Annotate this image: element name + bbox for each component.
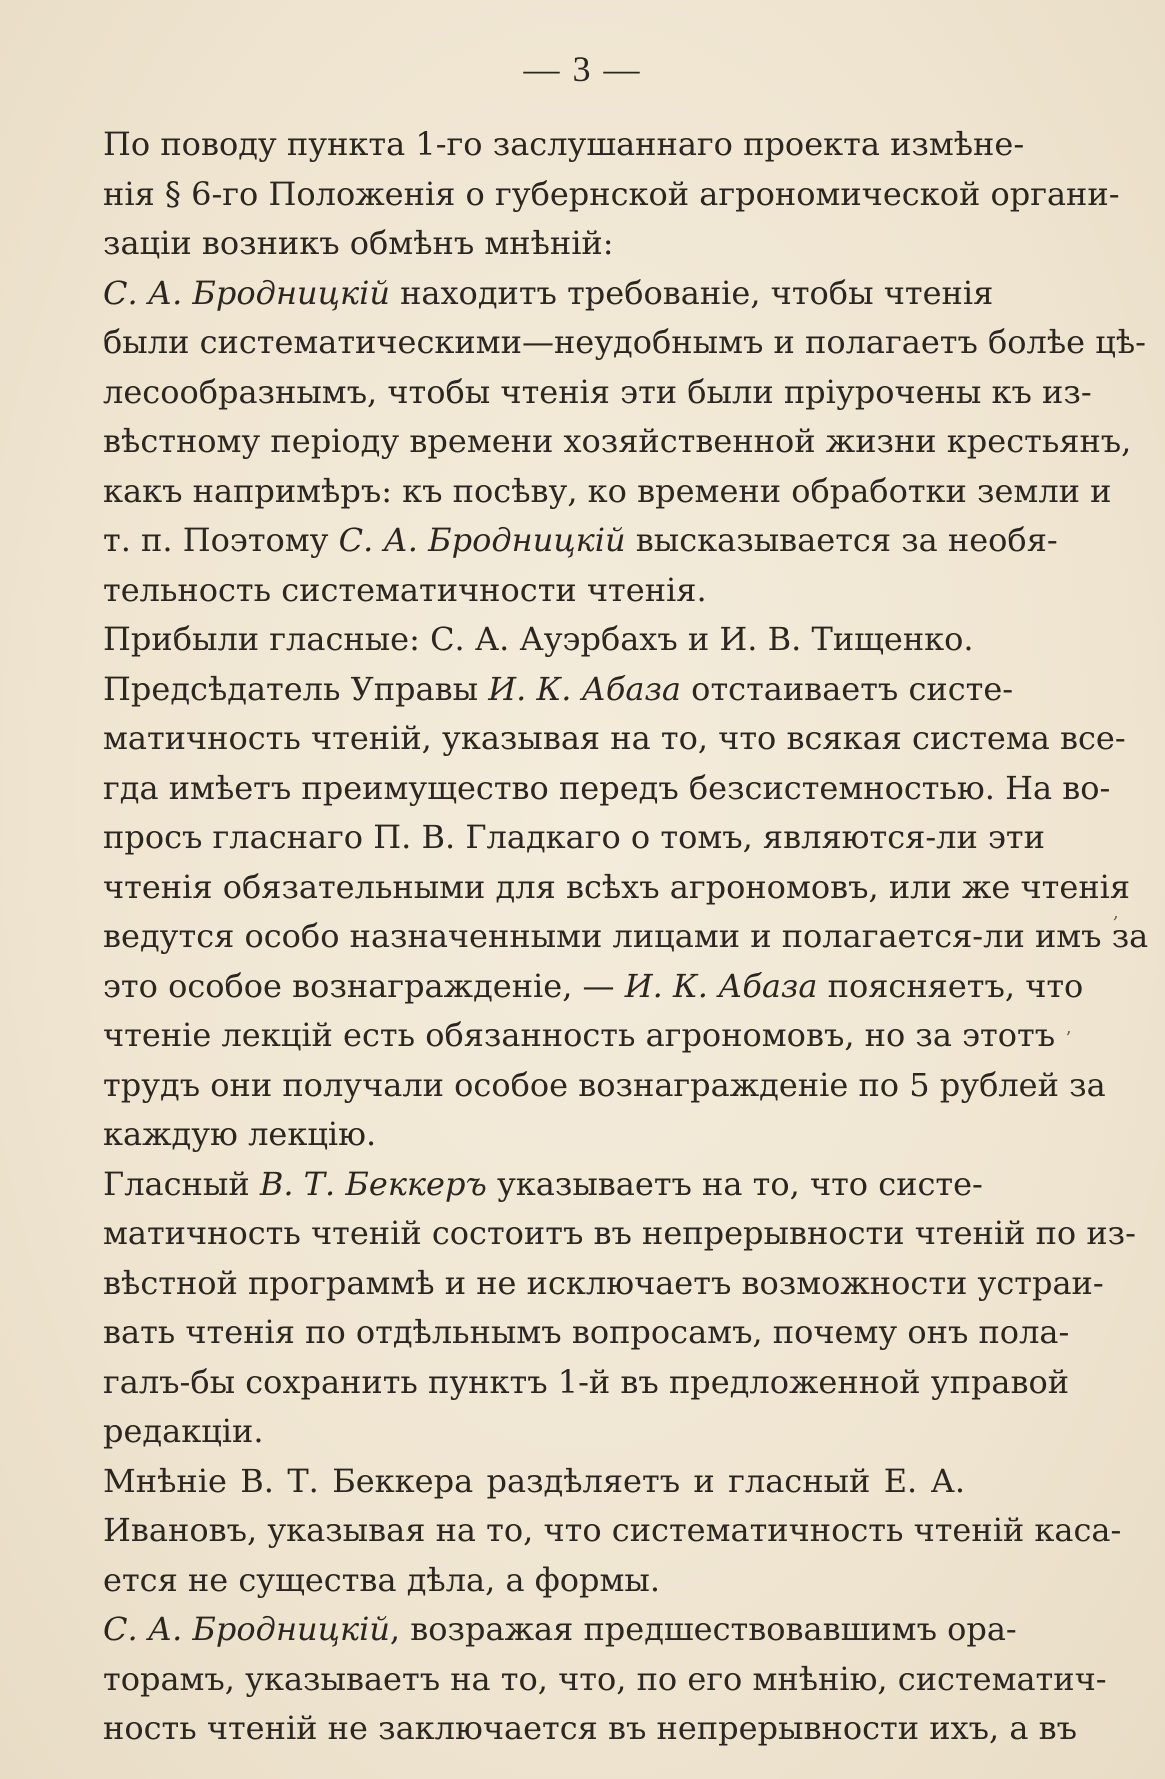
text-run: Предсѣдатель Управы [103, 669, 489, 708]
text-run: каждую лекцію. [103, 1115, 377, 1153]
text-line [103, 368, 1092, 418]
text-line [103, 714, 1126, 764]
text-run: лесообразнымъ, чтобы чтенія эти были пріурочены къ из- [103, 372, 1092, 411]
text-run: По поводу пункта 1-го заслушаннаго проекта измѣне- [103, 125, 1025, 163]
text-run: редакціи. [103, 1412, 264, 1450]
text-line [103, 912, 1149, 962]
text-line [103, 120, 1025, 170]
text-line [103, 1209, 1136, 1259]
text-run: матичность чтеній, указывая на то, что всякая система все- [103, 719, 1126, 757]
text-run: были систематическими—неудобнымъ и полагаетъ болѣе цѣ- [103, 323, 1146, 361]
text-line [103, 170, 1120, 220]
text-line [103, 1259, 1104, 1309]
body-text [103, 120, 1149, 1754]
text-line [103, 219, 965, 269]
text-run: это особое вознагражденіе, — [103, 966, 625, 1005]
text-line [103, 566, 965, 616]
text-run: указываетъ на то, что систе- [486, 1164, 983, 1203]
text-line [103, 813, 1045, 863]
text-line [103, 1457, 965, 1507]
text-line [103, 1556, 965, 1606]
text-run: торамъ, указываетъ на то, что, по его мнѣнію, систематич- [103, 1659, 1107, 1698]
text-run: вать чтенія по отдѣльнымъ вопросамъ, почему онъ пола- [103, 1313, 1070, 1351]
text-run: ется не существа дѣла, а формы. [103, 1560, 661, 1599]
text-line [103, 1506, 1122, 1556]
text-run: вѣстной программѣ и не исключаетъ возможности устраи- [103, 1263, 1104, 1302]
name-italic: И. К. Абаза [488, 669, 681, 708]
text-line [103, 516, 1058, 566]
text-run: просъ гласнаго П. В. Гладкаго о томъ, являются-ли эти [103, 818, 1045, 856]
text-run: Гласный [103, 1164, 260, 1203]
text-line [103, 1358, 1070, 1408]
text-run: ведутся особо назначенными лицами и полагается-ли имъ за [103, 917, 1149, 955]
text-run: Мнѣніе В. Т. Беккера раздѣляетъ и гласный Е. А. [103, 1461, 965, 1500]
text-run: находитъ требованіе, чтобы чтенія [389, 273, 994, 312]
text-line [103, 1704, 1077, 1754]
text-run: заціи возникъ обмѣнъ мнѣній: [103, 224, 614, 262]
text-run: галъ-бы сохранить пунктъ 1-й въ предложенной управой [103, 1362, 1070, 1401]
text-line [103, 417, 1132, 467]
text-run: вѣстному періоду времени хозяйственной жизни крестьянъ, [103, 422, 1132, 460]
margin-speck: ʼ [1065, 1028, 1071, 1049]
text-line [103, 318, 1146, 368]
text-run: Ивановъ, указывая на то, что систематичность чтеній каса- [103, 1511, 1122, 1549]
text-line [103, 764, 1111, 814]
text-run: чтеніе лекцій есть обязанность агрономовъ, но за этотъ [103, 1016, 1056, 1054]
text-run: высказывается за необя- [625, 521, 1058, 559]
text-line [103, 962, 1084, 1012]
text-run: поясняетъ, что [817, 966, 1084, 1005]
text-line [103, 615, 974, 665]
text-run: чтенія обязательными для всѣхъ агрономовъ, или же чтенія [103, 867, 1131, 906]
name-italic: В. Т. Беккеръ [259, 1164, 487, 1203]
text-line [103, 1308, 1070, 1358]
text-line [103, 665, 1014, 715]
name-italic: С. А. Бродницкій [338, 521, 626, 559]
text-line [103, 1407, 965, 1457]
text-run: тельность систематичности чтенія. [103, 570, 707, 609]
text-line [103, 1655, 1107, 1705]
text-run: , возражая предшествовавшимъ ора- [389, 1610, 1017, 1648]
text-line [103, 1011, 1056, 1061]
text-run: трудъ они получали особое вознагражденіе по 5 рублей за [103, 1065, 1106, 1104]
text-run: матичность чтеній состоитъ въ непрерывности чтеній по из- [103, 1214, 1136, 1252]
text-line [103, 1160, 983, 1210]
text-run: т. п. Поэтому [103, 521, 339, 559]
text-line [103, 1061, 1106, 1111]
text-run: гда имѣетъ преимущество передъ безсистемностью. На во- [103, 768, 1111, 807]
text-line [103, 269, 994, 319]
text-run: какъ напримѣръ: къ посѣву, ко времени обработки земли и [103, 471, 1112, 510]
name-italic: С. А. Бродницкій [103, 1610, 390, 1648]
text-line [103, 1605, 1017, 1655]
name-italic: С. А. Бродницкій [103, 273, 390, 312]
text-run: Прибыли гласные: С. А. Ауэрбахъ и И. В. Тищенко. [103, 620, 974, 658]
text-line [103, 863, 1131, 913]
text-line [103, 467, 1112, 517]
text-run: отстаиваетъ систе- [681, 669, 1014, 708]
page-number: — 3 — [523, 49, 642, 89]
margin-speck: , [1113, 902, 1119, 923]
text-run: нія § 6-го Положенія о губернской агрономической органи- [103, 174, 1120, 213]
text-run: ность чтеній не заключается въ непрерывности ихъ, а въ [103, 1709, 1077, 1747]
text-line [103, 1110, 965, 1160]
name-italic: И. К. Абаза [624, 966, 818, 1005]
